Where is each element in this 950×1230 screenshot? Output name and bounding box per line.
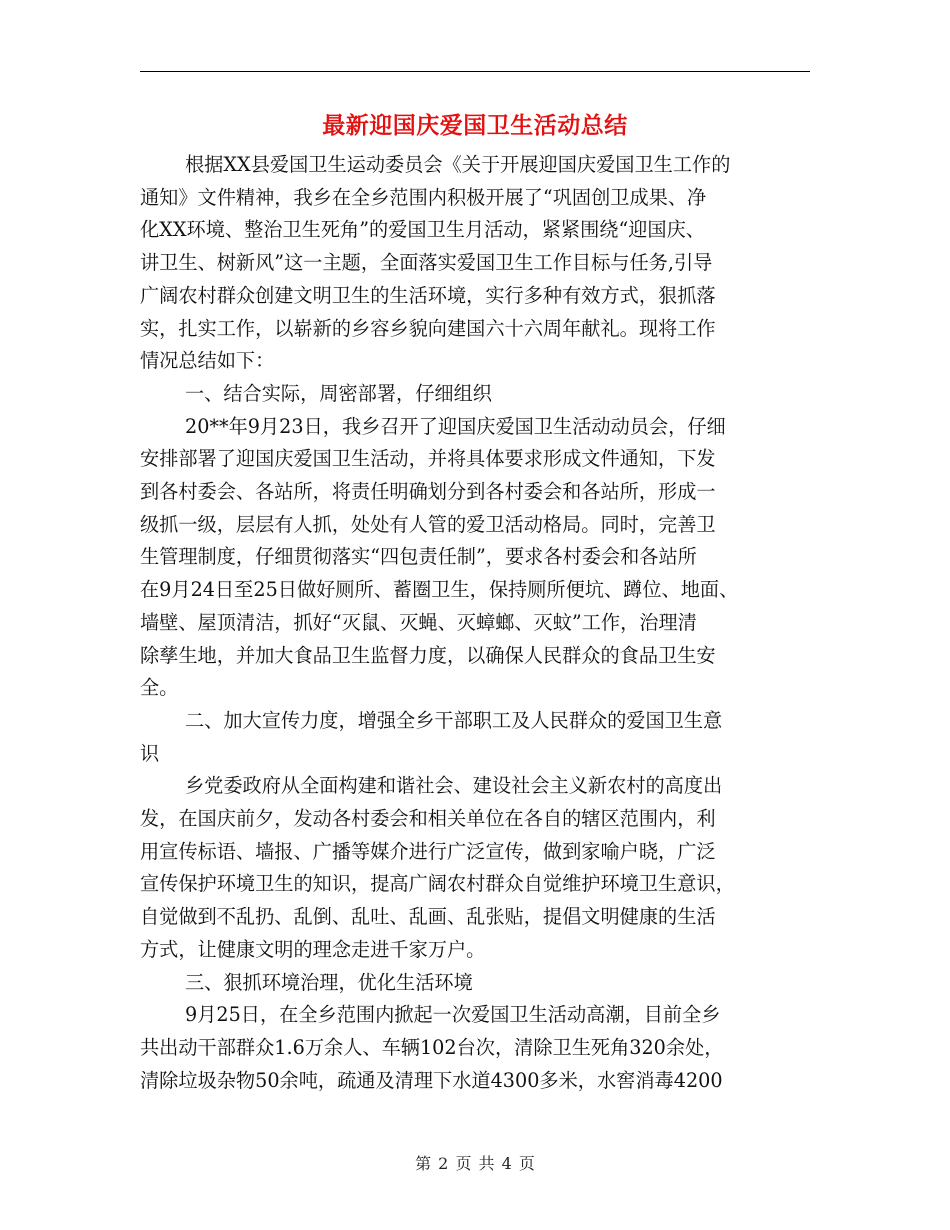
body-line: 自觉做到不乱扔、乱倒、乱吐、乱画、乱张贴，提倡文明健康的生活 [140,905,716,929]
body-line: 化XX环境、整治卫生死角”的爱国卫生月活动，紧紧围绕“迎国庆、 [140,218,705,242]
body-line: 发，在国庆前夕，发动各村委会和相关单位在各自的辖区范围内，利 [140,807,716,830]
header-rule [140,71,810,72]
body-line: 墙壁、屋顶清洁，抓好“灭鼠、灭蝇、灭蟑螂、灭蚊”工作，治理清 [140,610,697,634]
body-line: 全。 [140,676,179,700]
body-line: 乡党委政府从全面构建和谐社会、建设社会主义新农村的高度出 [185,774,723,798]
body-line: 到各村委会、各站所，将责任明确划分到各村委会和各站所，形成一 [140,480,716,503]
body-line: 方式，让健康文明的理念走进千家万户。 [140,937,486,961]
body-line: 情况总结如下： [140,349,275,373]
body-line: 安排部署了迎国庆爱国卫生活动，并将具体要求形成文件通知，下发 [140,447,716,471]
document-title: 最新迎国庆爱国卫生活动总结 [322,113,628,139]
body-line: 用宣传标语、墙报、广播等媒介进行广泛宣传，做到家喻户晓，广泛 [140,839,716,863]
body-line: 实，扎实工作，以崭新的乡容乡貌向建国六十六周年献礼。现将工作 [140,316,716,340]
page-number: 第 2 页 共 4 页 [415,1154,535,1173]
body-line: 级抓一级，层层有人抓，处处有人管的爱卫活动格局。同时，完善卫 [140,512,716,536]
body-line: 生管理制度，仔细贯彻落实“四包责任制”，要求各村委会和各站所 [140,545,697,569]
body-line: 通知》文件精神，我乡在全乡范围内积极开展了“巩固创卫成果、净 [140,185,707,209]
body-line: 根据XX县爱国卫生运动委员会《关于开展迎国庆爱国卫生工作的 [185,153,731,176]
body-line: 在9月24日至25日做好厕所、蓄圈卫生，保持厕所便坑、蹲位、地面、 [140,578,739,602]
body-line: 广阔农村群众创建文明卫生的生活环境，实行多种有效方式，狠抓落 [140,283,716,307]
body-line: 除孳生地，并加大食品卫生监督力度，以确保人民群众的食品卫生安 [140,643,716,667]
body-line: 20**年9月23日，我乡召开了迎国庆爱国卫生活动动员会，仔细 [185,414,726,438]
section-heading-2: 二、加大宣传力度，增强全乡干部职工及人民群众的爱国卫生意 [185,708,723,732]
section-heading-1: 一、结合实际，周密部署，仔细组织 [185,381,492,405]
body-line: 宣传保护环境卫生的知识，提高广阔农村群众自觉维护环境卫生意识， [140,872,735,896]
section-heading-3: 三、狠抓环境治理，优化生活环境 [185,970,473,994]
body-line: 共出动干部群众1.6万余人、车辆102台次，清除卫生死角320余处， [140,1035,724,1059]
section-heading-2-continued: 识 [140,741,160,765]
body-line: 清除垃圾杂物50余吨，疏通及清理下水道4300多米，水窖消毒4200 [140,1068,723,1092]
body-line: 讲卫生、树新风”这一主题，全面落实爱国卫生工作目标与任务,引导 [140,251,713,275]
body-line: 9月25日，在全乡范围内掀起一次爱国卫生活动高潮，目前全乡 [185,1003,721,1027]
